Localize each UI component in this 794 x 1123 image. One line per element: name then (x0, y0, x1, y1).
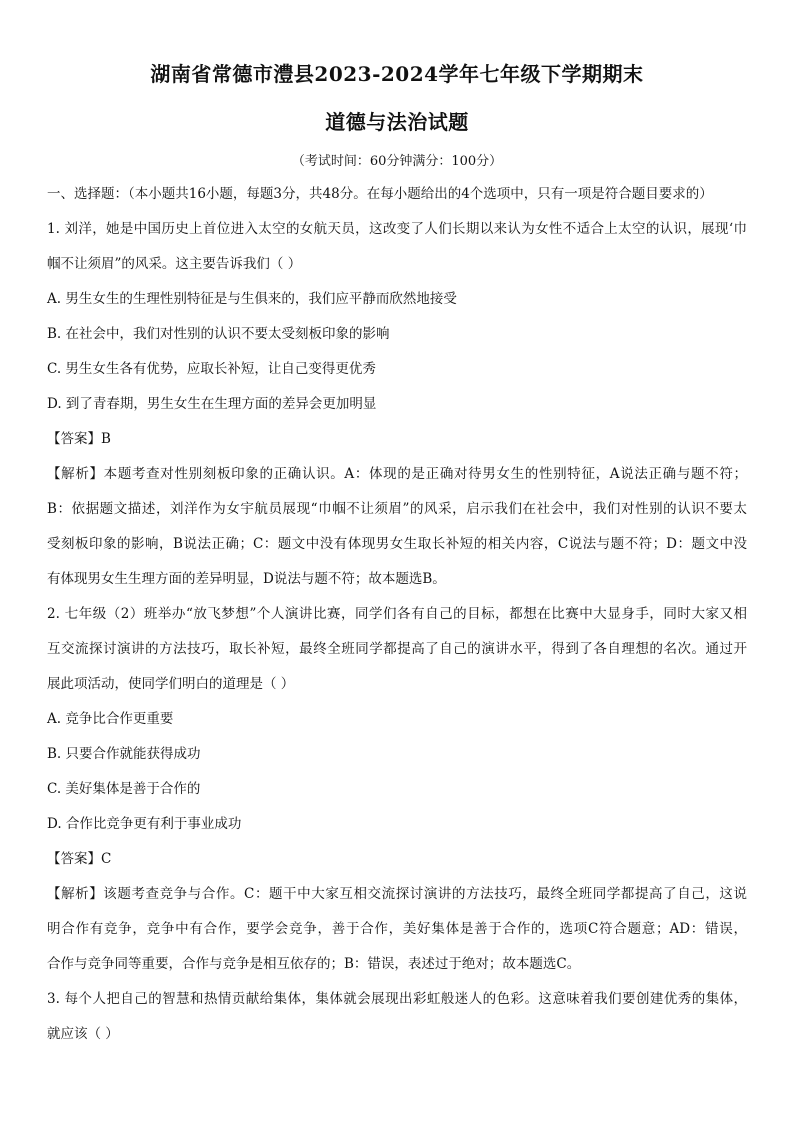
q2-stem-line2: 互交流探讨演讲的方法技巧，取长补短，最终全班同学都提高了自己的演讲水平，得到了各自理想的名次。通过开 (47, 641, 747, 657)
q2-option-c: C. 美好集体是善于合作的 (47, 781, 201, 797)
q2-option-a: A. 竞争比合作更重要 (47, 711, 174, 727)
exam-info: （考试时间：60分钟满分：100分） (291, 154, 503, 169)
q1-stem-line1: 1. 刘洋，她是中国历史上首位进入太空的女航天员，这改变了人们长期以来认为女性不适合上太空的认识，展现‘巾 (47, 221, 747, 237)
q2-option-b: B. 只要合作就能获得成功 (47, 746, 201, 762)
q1-explanation-line1: 【解析】本题考查对性别刻板印象的正确认识。A：体现的是正确对待男女生的性别特征，A说法正确与题不符； (47, 466, 747, 482)
q3-stem-line2: 就应该（ ） (47, 1026, 119, 1042)
q2-stem-line1: 2. 七年级（2）班举办“放飞梦想”个人演讲比赛，同学们各有自己的目标，都想在比赛中大显身手，同时大家又相 (47, 606, 747, 622)
q1-explanation-line2: B：依据题文描述，刘洋作为女宇航员展现“巾帼不让须眉”的风采，启示我们在社会中，我们对性别的认识不要太 (47, 501, 747, 517)
q2-stem-line3: 展此项活动，使同学们明白的道理是（ ） (47, 676, 295, 692)
q1-option-b: B. 在社会中，我们对性别的认识不要太受刻板印象的影响 (47, 326, 390, 342)
q1-option-c: C. 男生女生各有优势，应取长补短，让自己变得更优秀 (47, 361, 376, 377)
q1-answer: 【答案】B (47, 431, 111, 447)
q1-explanation-line4: 有体现男女生生理方面的差异明显，D说法与题不符；故本题选B。 (47, 571, 446, 587)
q2-explanation-line1: 【解析】该题考查竞争与合作。C：题干中大家互相交流探讨演讲的方法技巧，最终全班同学都提高了自己，这说 (47, 886, 747, 902)
q1-explanation-line3: 受刻板印象的影响，B说法正确；C：题文中没有体现男女生取长补短的相关内容，C说法与题不符；D：题文中没 (47, 536, 747, 552)
q2-explanation-line3: 合作与竞争同等重要，合作与竞争是相互依存的；B：错误，表述过于绝对；故本题选C。 (47, 956, 581, 972)
q2-answer: 【答案】C (47, 851, 112, 867)
q1-option-a: A. 男生女生的生理性别特征是与生俱来的，我们应平静而欣然地接受 (47, 291, 457, 307)
document-title: 湖南省常德市澧县2023-2024学年七年级下学期期末 (150, 62, 644, 86)
document-subject-title: 道德与法治试题 (325, 110, 469, 134)
q2-option-d: D. 合作比竞争更有利于事业成功 (47, 816, 242, 832)
q1-option-d: D. 到了青春期，男生女生在生理方面的差异会更加明显 (47, 396, 377, 412)
section-heading: 一、选择题：（本小题共16小题，每题3分，共48分。在每小题给出的4个选项中，只有一项是符合题目要求的） (47, 186, 713, 202)
q1-stem-line2: 帼不让须眉”的风采。这主要告诉我们（ ） (47, 256, 302, 272)
q2-explanation-line2: 明合作有竞争，竞争中有合作，要学会竞争，善于合作，美好集体是善于合作的，选项C符合题意；AD：错误， (47, 921, 747, 937)
q3-stem-line1: 3. 每个人把自己的智慧和热情贡献给集体，集体就会展现出彩虹般迷人的色彩。这意味着我们要创建优秀的集体， (47, 991, 747, 1007)
